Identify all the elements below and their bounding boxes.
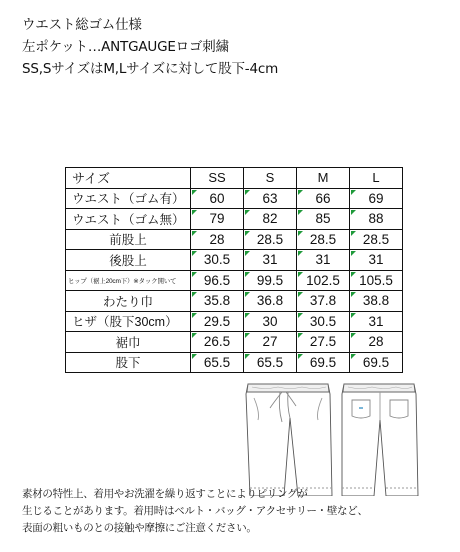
spec-notes [22,14,278,80]
care-line: 生じることがあります。着用時はベルト・バッグ・アクセサリー・壁など、 [22,505,368,517]
row-label: ウエスト（ゴム無） [66,209,191,230]
table-row [66,250,403,271]
cell-value: 27.5 [297,332,350,353]
cell-value: 30 [244,311,297,332]
cell-value: 37.8 [297,291,350,312]
cell-value: 31 [244,250,297,271]
table-row [66,188,403,209]
table-row [66,352,403,373]
header-s: S [244,168,297,189]
cell-value: 26.5 [191,332,244,353]
row-label: ヒザ（股下30cm） [66,311,191,332]
cell-value: 31 [350,311,403,332]
cell-value: 82 [244,209,297,230]
cell-value: 35.8 [191,291,244,312]
cell-value: 28.5 [244,229,297,250]
cell-value: 28.5 [350,229,403,250]
cell-value: 31 [350,250,403,271]
header-size: サイズ [66,168,191,189]
table-row [66,229,403,250]
table-header-row [66,168,403,189]
row-label: ウエスト（ゴム有） [66,188,191,209]
row-label: ヒップ（裾上20cm下）※タック開いて [66,270,191,291]
pants-illustration [240,378,420,496]
cell-value: 31 [297,250,350,271]
row-label: わたり巾 [66,291,191,312]
care-line: 素材の特性上、着用やお洗濯を繰り返すことによりピリングが [22,488,308,500]
cell-value: 69.5 [297,352,350,373]
cell-value: 30.5 [191,250,244,271]
cell-value: 29.5 [191,311,244,332]
row-label: 後股上 [66,250,191,271]
cell-value: 99.5 [244,270,297,291]
header-l: L [350,168,403,189]
cell-value: 28 [191,229,244,250]
table-row [66,291,403,312]
cell-value: 28 [350,332,403,353]
cell-value: 105.5 [350,270,403,291]
cell-value: 79 [191,209,244,230]
care-line: 表面の粗いものとの接触や摩擦にご注意ください。 [22,522,257,534]
pants-front-drawing [246,384,332,496]
care-notice [22,486,368,537]
cell-value: 36.8 [244,291,297,312]
row-label: 股下 [66,352,191,373]
cell-value: 69 [350,188,403,209]
cell-value: 65.5 [244,352,297,373]
cell-value: 30.5 [297,311,350,332]
table-row [66,270,403,291]
row-label: 前股上 [66,229,191,250]
cell-value: 85 [297,209,350,230]
cell-value: 102.5 [297,270,350,291]
cell-value: 27 [244,332,297,353]
size-table [65,167,403,373]
table-row [66,209,403,230]
pants-back-drawing [342,384,418,496]
note-inseam: SS,SサイズはM,Lサイズに対して股下-4cm [22,61,279,77]
cell-value: 69.5 [350,352,403,373]
cell-value: 66 [297,188,350,209]
row-label: 裾巾 [66,332,191,353]
cell-value: 96.5 [191,270,244,291]
header-ss: SS [191,168,244,189]
table-row [66,311,403,332]
cell-value: 88 [350,209,403,230]
cell-value: 38.8 [350,291,403,312]
cell-value: 28.5 [297,229,350,250]
table-row [66,332,403,353]
cell-value: 63 [244,188,297,209]
note-pocket: 左ポケット…ANTGAUGEロゴ刺繍 [22,39,229,55]
note-waist: ウエスト総ゴム仕様 [22,17,142,33]
cell-value: 65.5 [191,352,244,373]
header-m: M [297,168,350,189]
cell-value: 60 [191,188,244,209]
